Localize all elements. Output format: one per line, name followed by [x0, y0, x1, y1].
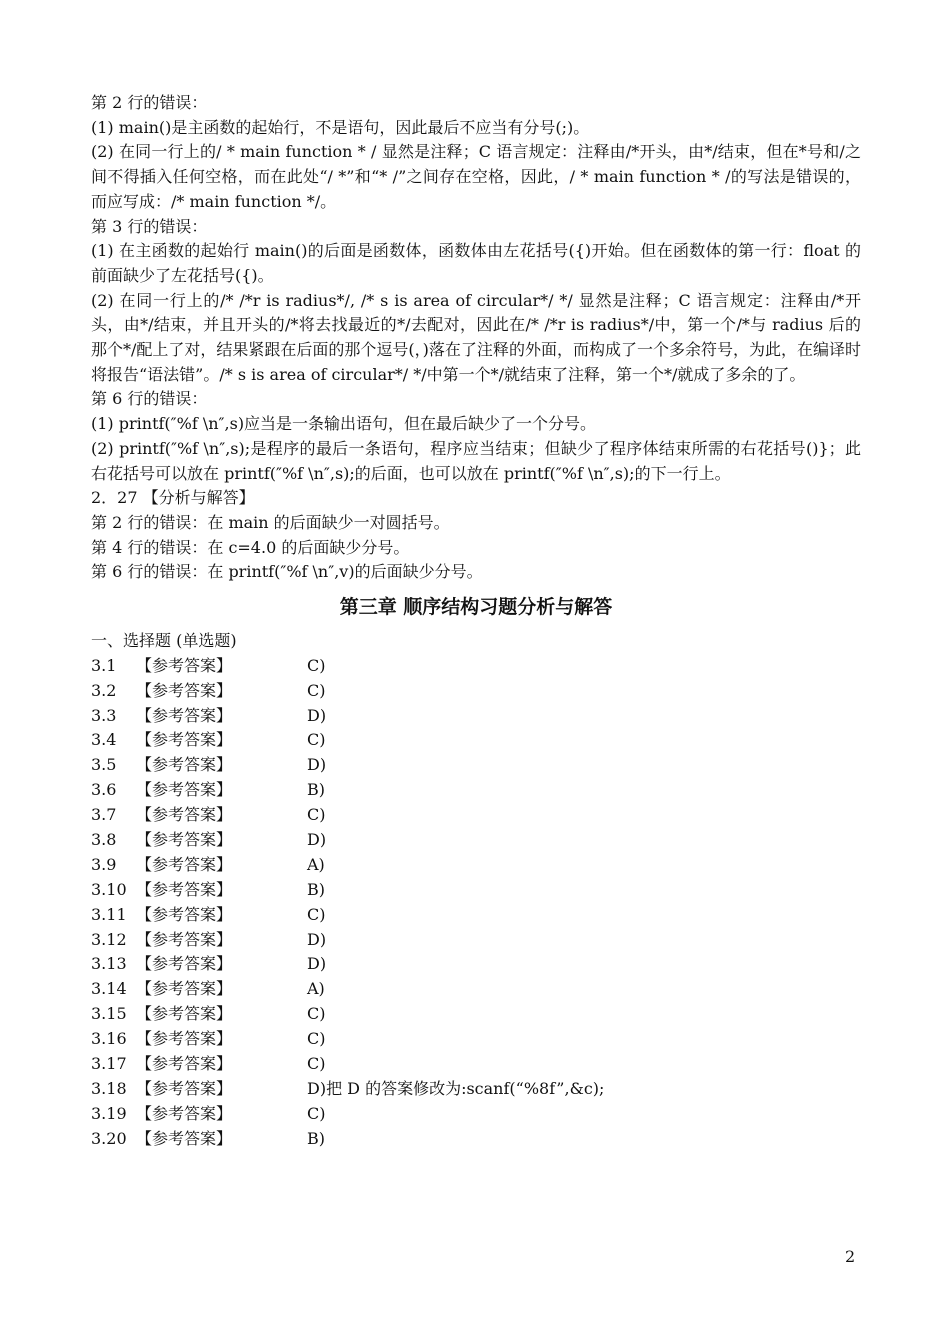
answer-number: 3.18: [91, 1078, 127, 1098]
answer-value: D)把 D 的答案修改为:scanf(“%8f”,&c);: [307, 1078, 605, 1098]
answer-row: [91, 853, 861, 878]
answer-value: D): [307, 705, 327, 725]
answer-value: C): [307, 730, 326, 750]
answer-row: [91, 803, 861, 828]
answer-row: [91, 753, 861, 778]
answer-number: 3.20: [91, 1128, 127, 1148]
answer-value: C): [307, 1004, 326, 1024]
answer-row: [91, 828, 861, 853]
answer-value: C): [307, 680, 326, 700]
line-6-errors-heading: 第 6 行的错误：: [91, 389, 208, 409]
answer-number: 3.9: [91, 854, 117, 874]
answer-value: C): [307, 1054, 326, 1074]
answer-value: C): [307, 805, 326, 825]
answer-value: A): [307, 979, 325, 999]
answer-value: D): [307, 830, 327, 849]
answer-value: B): [307, 879, 325, 899]
answer-number: 3.13: [91, 954, 127, 974]
answer-row: [91, 1127, 861, 1152]
answer-tag: 【参考答案】: [136, 755, 233, 775]
answer-tag: 【参考答案】: [136, 1078, 233, 1098]
answer-row: [91, 928, 861, 953]
answer-row: [91, 778, 861, 803]
answer-row: [91, 1077, 861, 1102]
answer-tag: 【参考答案】: [136, 929, 233, 949]
answer-number: 3.11: [91, 904, 127, 924]
line-2-error-2: (2) 在同一行上的/ * main function * / 显然是注释；C 语言规定：注释由/*开头，由*/结束，但在*号和/之间不得插入任何空格，而在此处“/ *”和“* /”之间存在空格，因此，/ * main function * /的写法是错误的，而应写成：/* main function */。: [91, 142, 861, 211]
exercise-2-27-line-2: 第 2 行的错误：在 main 的后面缺少一对圆括号。: [91, 512, 450, 532]
page-content: [91, 91, 861, 1152]
answer-value: C): [307, 1103, 326, 1123]
answer-number: 3.15: [91, 1004, 127, 1024]
answer-tag: 【参考答案】: [136, 1103, 233, 1123]
answer-row: [91, 654, 861, 679]
page-number: 2: [845, 1247, 856, 1266]
answer-row: [91, 1027, 861, 1052]
answer-row: [91, 878, 861, 903]
answer-tag: 【参考答案】: [136, 655, 233, 675]
answer-value: B): [307, 1128, 325, 1148]
answer-number: 3.12: [91, 929, 127, 949]
answer-tag: 【参考答案】: [136, 854, 233, 874]
answer-row: [91, 728, 861, 753]
question-type-heading: 一、选择题 (单选题): [91, 631, 237, 651]
answer-value: D): [307, 929, 327, 949]
answer-value: D): [307, 954, 327, 974]
line-6-error-2: (2) printf(″%f \n″,s);是程序的最后一条语句，程序应当结束；但缺少了程序体结束所需的右花括号()}；此右花括号可以放在 printf(″%f \n″,s);的后面，也可以放在 printf(″%f \n″,s);的下一行上。: [91, 438, 861, 483]
answer-tag: 【参考答案】: [136, 1029, 233, 1049]
answer-number: 3.6: [91, 780, 117, 800]
answer-row: [91, 1002, 861, 1027]
answer-tag: 【参考答案】: [136, 805, 233, 825]
exercise-2-27-line-6: 第 6 行的错误：在 printf(″%f \n″,v)的后面缺少分号。: [91, 562, 483, 582]
answer-row: [91, 1102, 861, 1127]
answer-tag: 【参考答案】: [136, 730, 233, 750]
answer-tag: 【参考答案】: [136, 780, 233, 800]
answer-number: 3.10: [91, 879, 127, 899]
answer-value: C): [307, 655, 326, 675]
answer-tag: 【参考答案】: [136, 1128, 233, 1148]
answer-row: [91, 1052, 861, 1077]
answer-tag: 【参考答案】: [136, 979, 233, 999]
answer-number: 3.19: [91, 1103, 127, 1123]
answer-number: 3.14: [91, 979, 127, 999]
line-3-error-2: (2) 在同一行上的/* /*r is radius*/, /* s is area of circular*/ */ 显然是注释；C 语言规定：注释由/*开头，由*/结束，并且开头的/*将去找最近的*/去配对，因此在/* /*r is radius*/中，第一个/*与 radius 后的那个*/配上了对，结果紧跟在后面的那个逗号(，)落在了注释的外面，而构成了一个多余符号，为此，在编译时将报告“语法错”。/* s is area of circular*/ */中第一个*/就结束了注释，第一个*/就成了多余的了。: [91, 290, 861, 384]
answer-row: [91, 903, 861, 928]
answer-value: C): [307, 1029, 326, 1049]
answer-tag: 【参考答案】: [136, 680, 233, 700]
exercise-2-27-heading: 2．27 【分析与解答】: [91, 488, 255, 508]
exercise-2-27-line-4: 第 4 行的错误：在 c=4.0 的后面缺少分号。: [91, 537, 410, 557]
answer-tag: 【参考答案】: [136, 1054, 233, 1074]
answer-tag: 【参考答案】: [136, 830, 233, 849]
answer-number: 3.1: [91, 655, 117, 675]
answer-number: 3.5: [91, 755, 117, 775]
line-3-errors-heading: 第 3 行的错误：: [91, 216, 208, 236]
answer-value: D): [307, 755, 327, 775]
answer-tag: 【参考答案】: [136, 904, 233, 924]
answer-number: 3.16: [91, 1029, 127, 1049]
answer-value: A): [307, 854, 325, 874]
answer-tag: 【参考答案】: [136, 705, 233, 725]
answer-row: [91, 977, 861, 1002]
line-3-error-1: (1) 在主函数的起始行 main()的后面是函数体，函数体由左花括号({)开始。但在函数体的第一行：float 的前面缺少了左花括号({)。: [91, 241, 861, 285]
answer-row: [91, 679, 861, 704]
answer-list: [91, 654, 861, 1152]
line-2-errors-heading: 第 2 行的错误：: [91, 93, 208, 112]
answer-tag: 【参考答案】: [136, 954, 233, 974]
line-6-error-1: (1) printf(″%f \n″,s)应当是一条输出语句，但在最后缺少了一个分号。: [91, 414, 597, 434]
line-2-error-1: (1) main()是主函数的起始行，不是语句，因此最后不应当有分号(;)。: [91, 117, 590, 137]
answer-number: 3.4: [91, 730, 117, 750]
answer-number: 3.17: [91, 1054, 127, 1074]
answer-number: 3.2: [91, 680, 117, 700]
chapter-title: 第三章 顺序结构习题分析与解答: [339, 596, 613, 619]
answer-row: [91, 952, 861, 977]
answer-tag: 【参考答案】: [136, 879, 233, 899]
answer-number: 3.8: [91, 830, 117, 849]
answer-tag: 【参考答案】: [136, 1004, 233, 1024]
answer-value: C): [307, 904, 326, 924]
answer-number: 3.3: [91, 705, 117, 725]
answer-number: 3.7: [91, 805, 117, 825]
answer-value: B): [307, 780, 325, 800]
answer-row: [91, 704, 861, 729]
